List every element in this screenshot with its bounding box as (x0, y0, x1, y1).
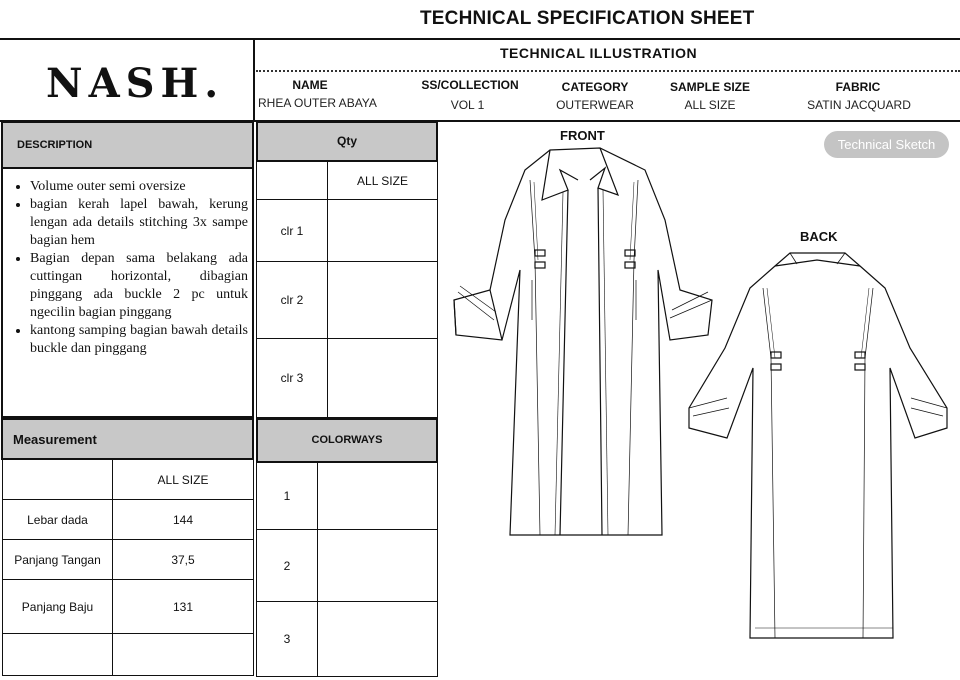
measurement-row-label: Panjang Baju (2, 579, 113, 634)
category-label: CATEGORY (561, 80, 629, 94)
qty-row-value (327, 338, 438, 418)
measurement-empty-cell (2, 633, 113, 676)
name-value: RHEA OUTER ABAYA (258, 96, 377, 110)
description-item: • kantong samping bagian bawah details buckle dan pinggang (30, 322, 248, 358)
colorway-row-label: 2 (256, 529, 318, 602)
description-list (14, 178, 248, 358)
qty-row-value (327, 261, 438, 339)
technical-sketch-tag[interactable]: Technical Sketch (824, 131, 949, 158)
qty-row-value (327, 199, 438, 262)
measurement-row-label: Panjang Tangan (2, 539, 113, 580)
measurement-row-value: 37,5 (112, 539, 254, 580)
description-item: • Volume outer semi oversize (30, 178, 248, 196)
qty-header-label: Qty (336, 134, 357, 148)
colorway-row-value (317, 462, 438, 530)
measurement-row-label: Lebar dada (2, 499, 113, 540)
collection-label: SS/COLLECTION (421, 78, 519, 92)
description-item: • Bagian depan sama belakang ada cuttingan horizontal, dibagian pinggang ada buckle 2 pc untuk ngecilin bagian pinggang (30, 250, 248, 322)
front-label: FRONT (560, 128, 605, 143)
brand-logo: NASH. (46, 60, 225, 107)
colorway-row-label: 1 (256, 462, 318, 530)
category-value: OUTERWEAR (556, 98, 634, 112)
front-coat-sketch (450, 140, 720, 550)
back-label: BACK (800, 229, 838, 244)
illustration-title: TECHNICAL ILLUSTRATION (500, 45, 698, 61)
measurement-header-label: Measurement (13, 432, 97, 447)
sample-size-value: ALL SIZE (684, 98, 736, 112)
measurement-row-value: 131 (112, 579, 254, 634)
page-title: TECHNICAL SPECIFICATION SHEET (420, 8, 755, 29)
qty-corner-cell (256, 161, 328, 200)
back-coat-sketch (685, 248, 950, 643)
colorway-row-value (317, 529, 438, 602)
qty-row-label: clr 3 (256, 338, 328, 418)
top-divider (0, 38, 960, 40)
qty-column-header: ALL SIZE (327, 161, 438, 200)
measurement-row-value: 144 (112, 499, 254, 540)
colorway-row-label: 3 (256, 601, 318, 677)
fabric-label: FABRIC (835, 80, 881, 94)
sample-size-label: SAMPLE SIZE (669, 80, 750, 94)
logo-divider (253, 38, 255, 122)
collection-value: VOL 1 (450, 98, 485, 112)
qty-row-label: clr 1 (256, 199, 328, 262)
name-label: NAME (292, 78, 328, 92)
colorway-row-value (317, 601, 438, 677)
qty-row-label: clr 2 (256, 261, 328, 339)
fabric-value: SATIN JACQUARD (807, 98, 911, 112)
measurement-empty-cell (112, 633, 254, 676)
colorways-header-label: COLORWAYS (311, 434, 383, 446)
dotted-divider (256, 70, 960, 72)
description-item: • bagian kerah lapel bawah, kerung lengan ada details stitching 3x sampe bagian hem (30, 196, 248, 250)
description-header-label: DESCRIPTION (17, 139, 93, 151)
measurement-corner-cell (2, 459, 113, 500)
measurement-column-header: ALL SIZE (112, 459, 254, 500)
